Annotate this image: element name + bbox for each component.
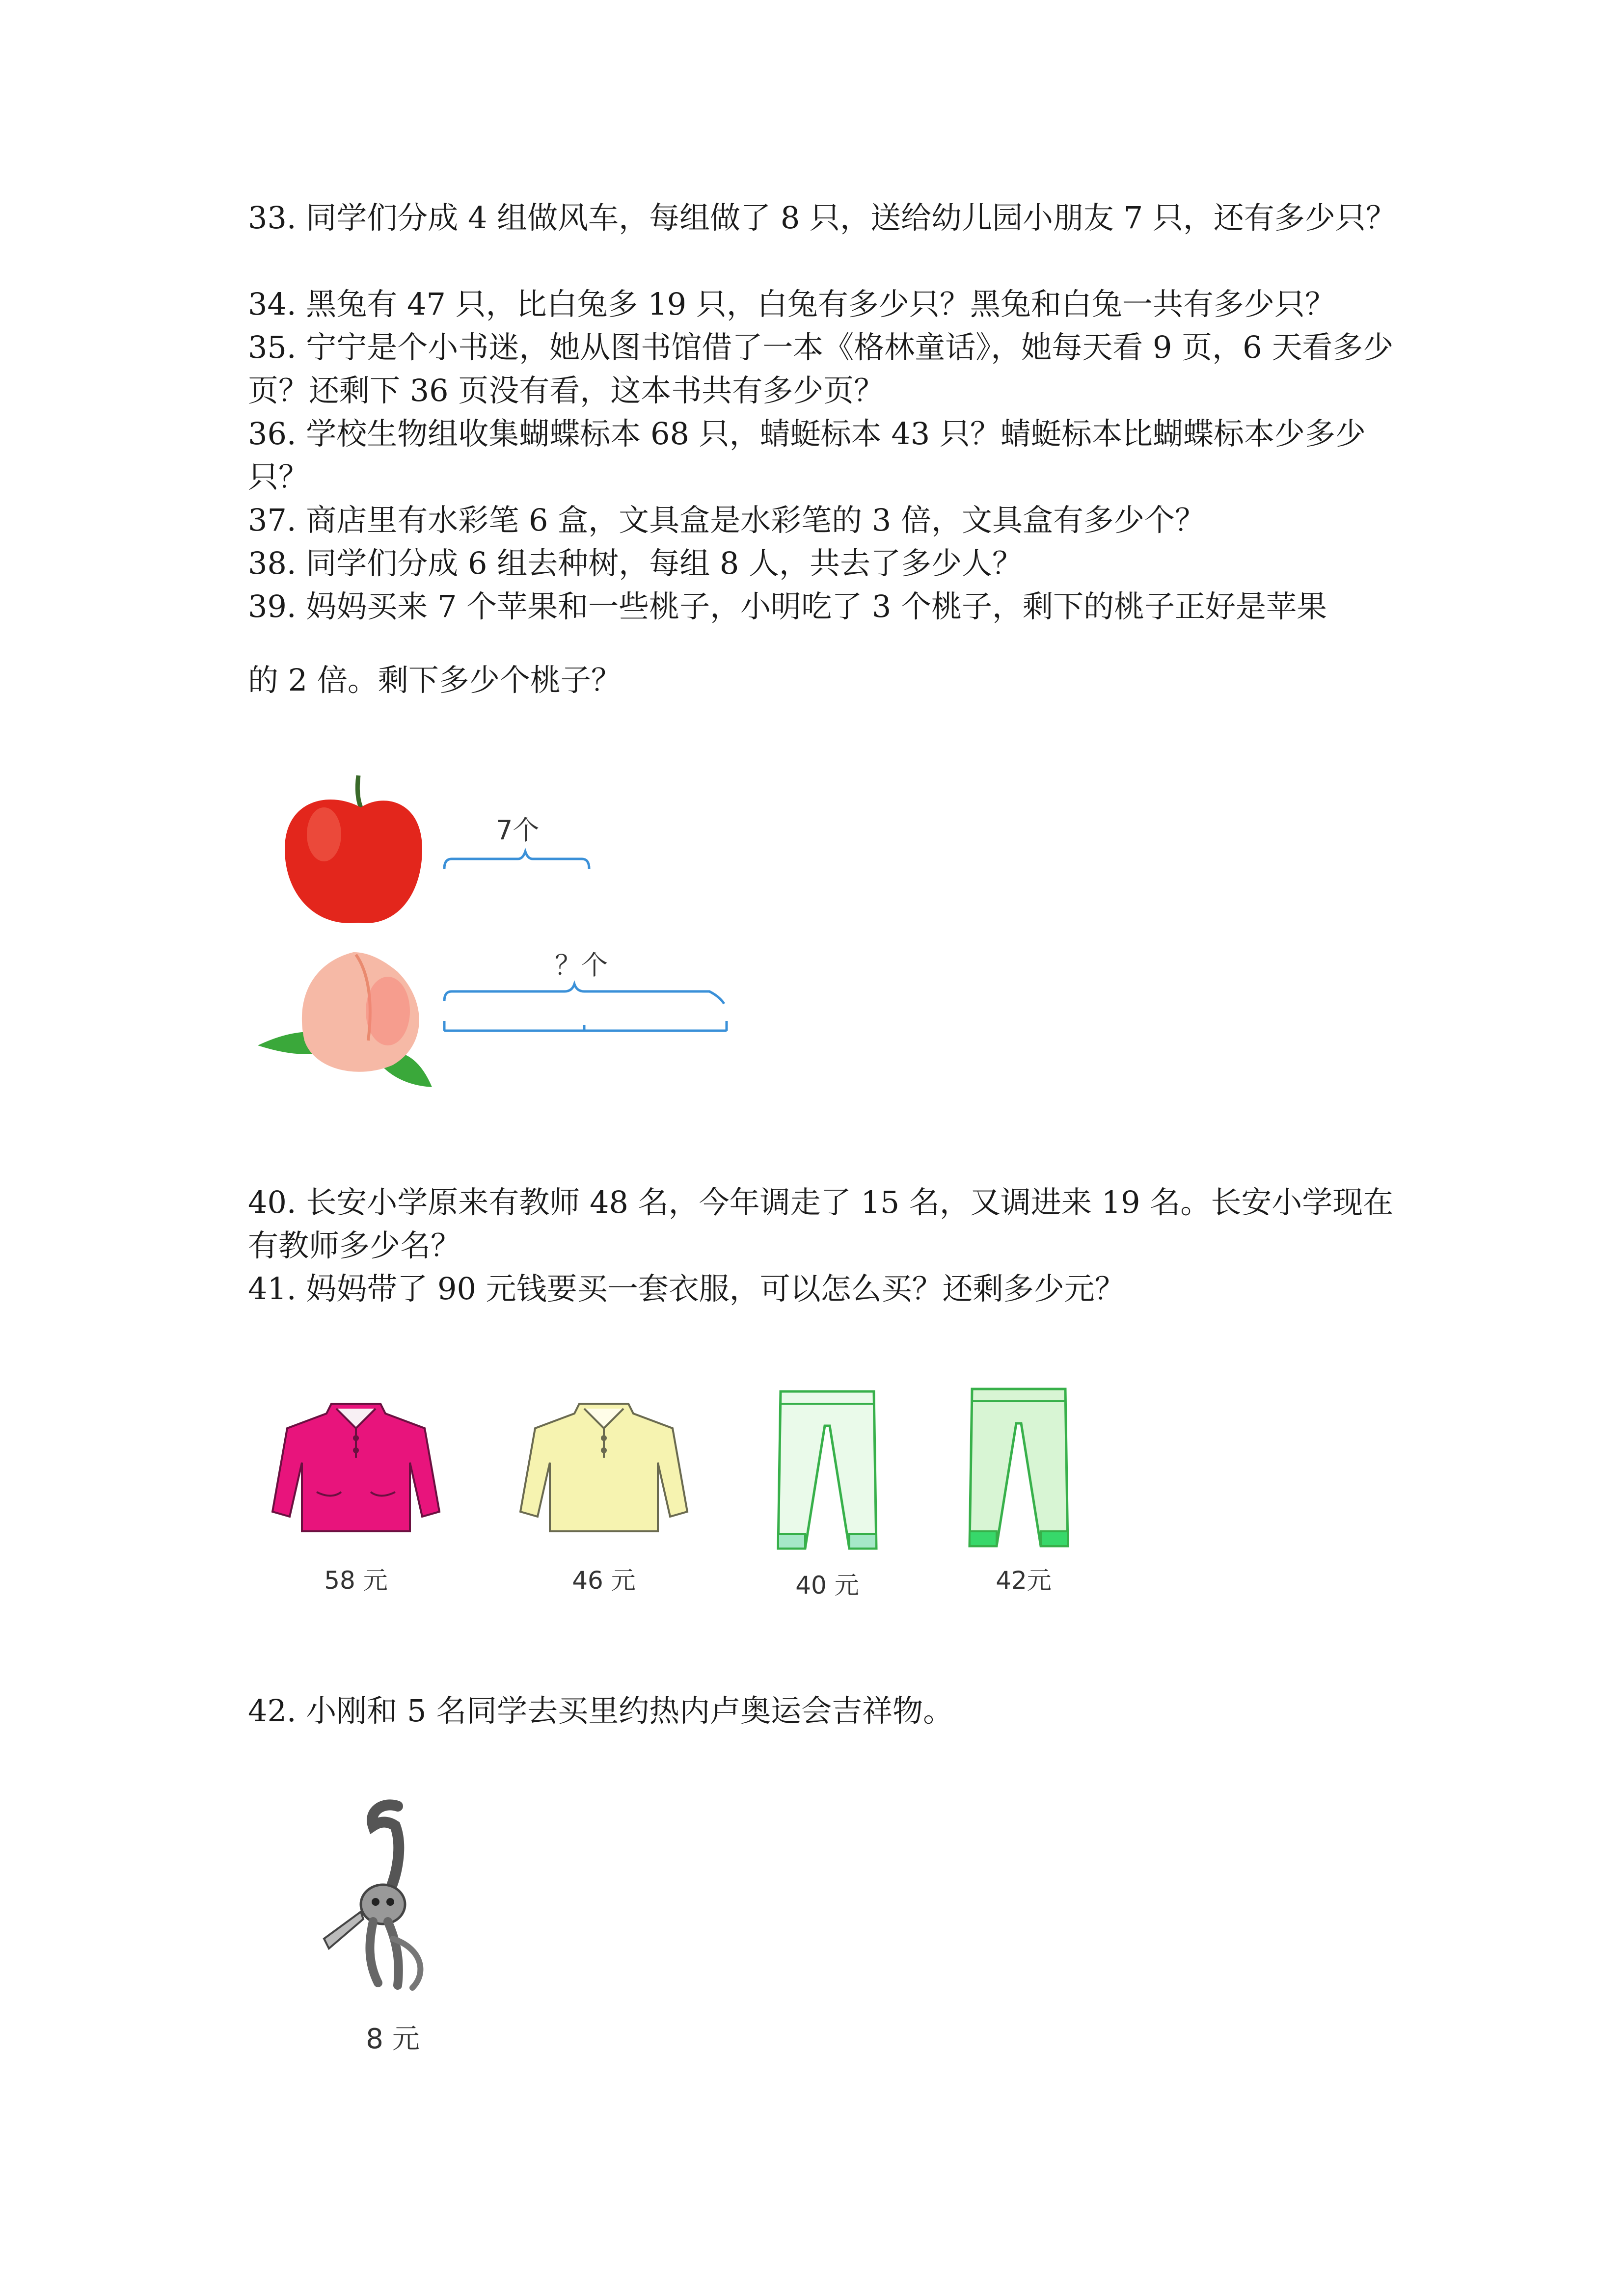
peach-count-label: ？个 xyxy=(555,950,608,981)
yellow-sweater-price: 46 元 xyxy=(572,1566,636,1595)
pink-sweater-price: 58 元 xyxy=(324,1566,388,1595)
apple-bracket xyxy=(444,852,589,869)
question-36: 36. 学校生物组收集蝴蝶标本 68 只，蜻蜓标本 43 只？蜻蜓标本比蝴蝶标本少多少只？ xyxy=(248,416,1366,495)
green-pants-2-price: 42元 xyxy=(996,1566,1052,1595)
question-38: 38. 同学们分成 6 组去种树，每组 8 人，共去了多少人？ xyxy=(248,545,1023,581)
green-pants-2-icon xyxy=(962,1384,1075,1556)
question-39-line-1: 39. 妈妈买来 7 个苹果和一些桃子，小明吃了 3 个桃子，剩下的桃子正好是苹果 xyxy=(248,588,1327,624)
question-34: 34. 黑兔有 47 只，比白兔多 19 只，白兔有多少只？黑兔和白兔一共有多少只？ xyxy=(248,286,1335,322)
pink-sweater-icon xyxy=(263,1394,449,1541)
question-35: 35. 宁宁是个小书迷，她从图书馆借了一本《格林童话》，她每天看 9 页，6 天看多少页？还剩下 36 页没有看，这本书共有多少页？ xyxy=(248,329,1394,408)
apple-count-label: 7个 xyxy=(496,815,540,846)
peach-icon xyxy=(258,952,432,1087)
question-37: 37. 商店里有水彩笔 6 盒，文具盒是水彩笔的 3 倍，文具盒有多少个？ xyxy=(248,502,1206,538)
question-41: 41. 妈妈带了 90 元钱要买一套衣服，可以怎么买？还剩多少元？ xyxy=(248,1271,1125,1307)
olympic-mascot-icon xyxy=(314,1791,471,2007)
question-33: 33. 同学们分成 4 组做风车，每组做了 8 只，送给幼儿园小朋友 7 只，还有多少只？ xyxy=(248,200,1396,236)
mascot-price: 8 元 xyxy=(366,2023,420,2055)
question-39-line-2: 的 2 倍。剩下多少个桃子？ xyxy=(248,662,622,698)
apple-icon xyxy=(285,775,422,923)
green-pants-1-price: 40 元 xyxy=(795,1571,859,1600)
question-40: 40. 长安小学原来有教师 48 名，今年调走了 15 名，又调进来 19 名。长安小学现在有教师多少名？ xyxy=(248,1184,1394,1263)
peach-bracket xyxy=(444,984,727,1031)
question-42: 42. 小刚和 5 名同学去买里约热内卢奥运会吉祥物。 xyxy=(248,1693,954,1729)
green-pants-1-icon xyxy=(771,1387,884,1558)
apple-peach-diagram xyxy=(250,766,741,1109)
yellow-sweater-icon xyxy=(511,1394,697,1541)
